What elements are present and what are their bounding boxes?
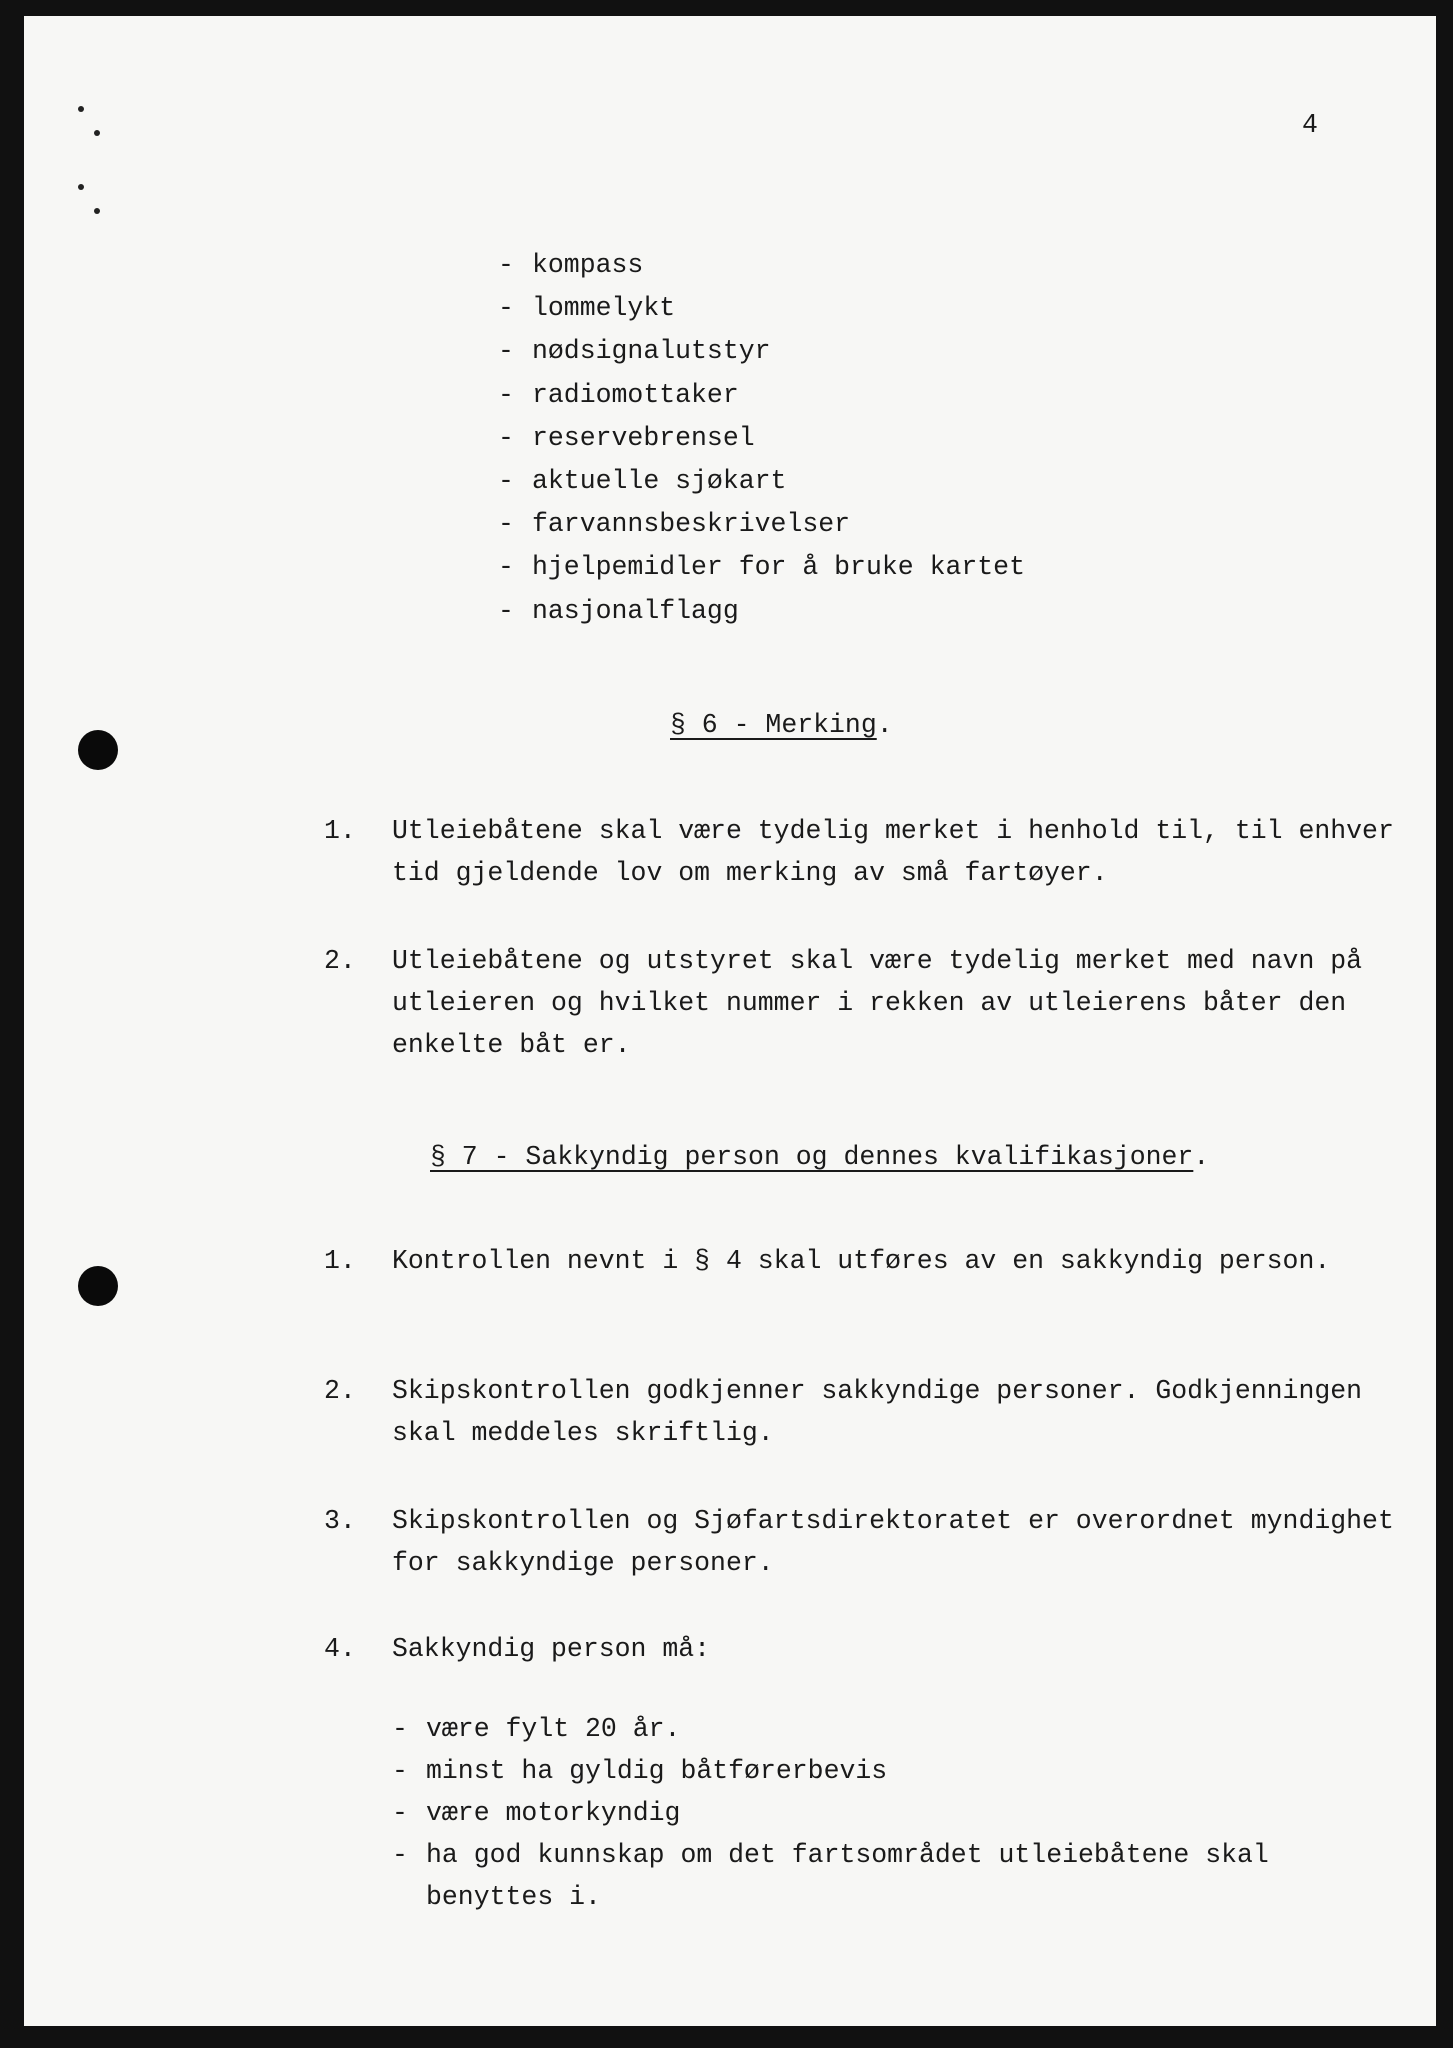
list-item: - lommelykt xyxy=(498,293,676,324)
list-item: - være fylt 20 år. xyxy=(392,1714,681,1744)
list-item: - ha god kunnskap om det fartsområdet utleiebåtene skal benyttes i. xyxy=(392,1840,1269,1912)
list-item: - kompass xyxy=(498,250,644,280)
speck xyxy=(78,184,84,190)
equipment-list xyxy=(498,244,1025,633)
speck xyxy=(94,130,100,136)
list-item: - nødsignalutstyr xyxy=(498,336,771,367)
document-page xyxy=(24,16,1436,2026)
punch-hole xyxy=(78,1266,118,1306)
section-6-heading: § 6 - Merking. xyxy=(670,710,893,740)
requirements-list xyxy=(392,1708,1386,1918)
page-number: 4 xyxy=(1302,110,1318,140)
list-item: - nasjonalflagg xyxy=(498,595,739,626)
section-6-item-1: 1. Utleiebåtene skal være tydelig merket i henhold til, til enhver tid gjeldende lov om merking av små fartøyer. xyxy=(324,816,1394,888)
section-6-item-2: 2. Utleiebåtene og utstyret skal være tydelig merket med navn på utleieren og hvilket nummer i rekken av utleierens båter den enkelte båt er. xyxy=(324,946,1363,1060)
speck xyxy=(94,208,100,214)
list-item: - radiomottaker xyxy=(498,379,739,410)
list-item: - farvannsbeskrivelser xyxy=(498,509,851,540)
section-7-item-3: 3. Skipskontrollen og Sjøfartsdirektoratet er overordnet myndighet for sakkyndige personer. xyxy=(324,1506,1394,1578)
list-item: - reservebrensel xyxy=(498,422,755,453)
section-7-item-4: 4. Sakkyndig person må: xyxy=(324,1634,711,1664)
list-item: - være motorkyndig xyxy=(392,1798,681,1828)
section-7-heading: § 7 - Sakkyndig person og dennes kvalifikasjoner. xyxy=(430,1142,1210,1172)
list-item: - aktuelle sjøkart xyxy=(498,465,787,496)
list-item: - hjelpemidler for å bruke kartet xyxy=(498,552,1025,583)
section-7-item-1: 1. Kontrollen nevnt i § 4 skal utføres av en sakkyndig person. xyxy=(324,1246,1331,1276)
list-item: - minst ha gyldig båtførerbevis xyxy=(392,1756,888,1786)
speck xyxy=(78,106,84,112)
section-7-item-2: 2. Skipskontrollen godkjenner sakkyndige personer. Godkjenningen skal meddeles skriftlig. xyxy=(324,1376,1363,1448)
punch-hole xyxy=(78,730,118,770)
